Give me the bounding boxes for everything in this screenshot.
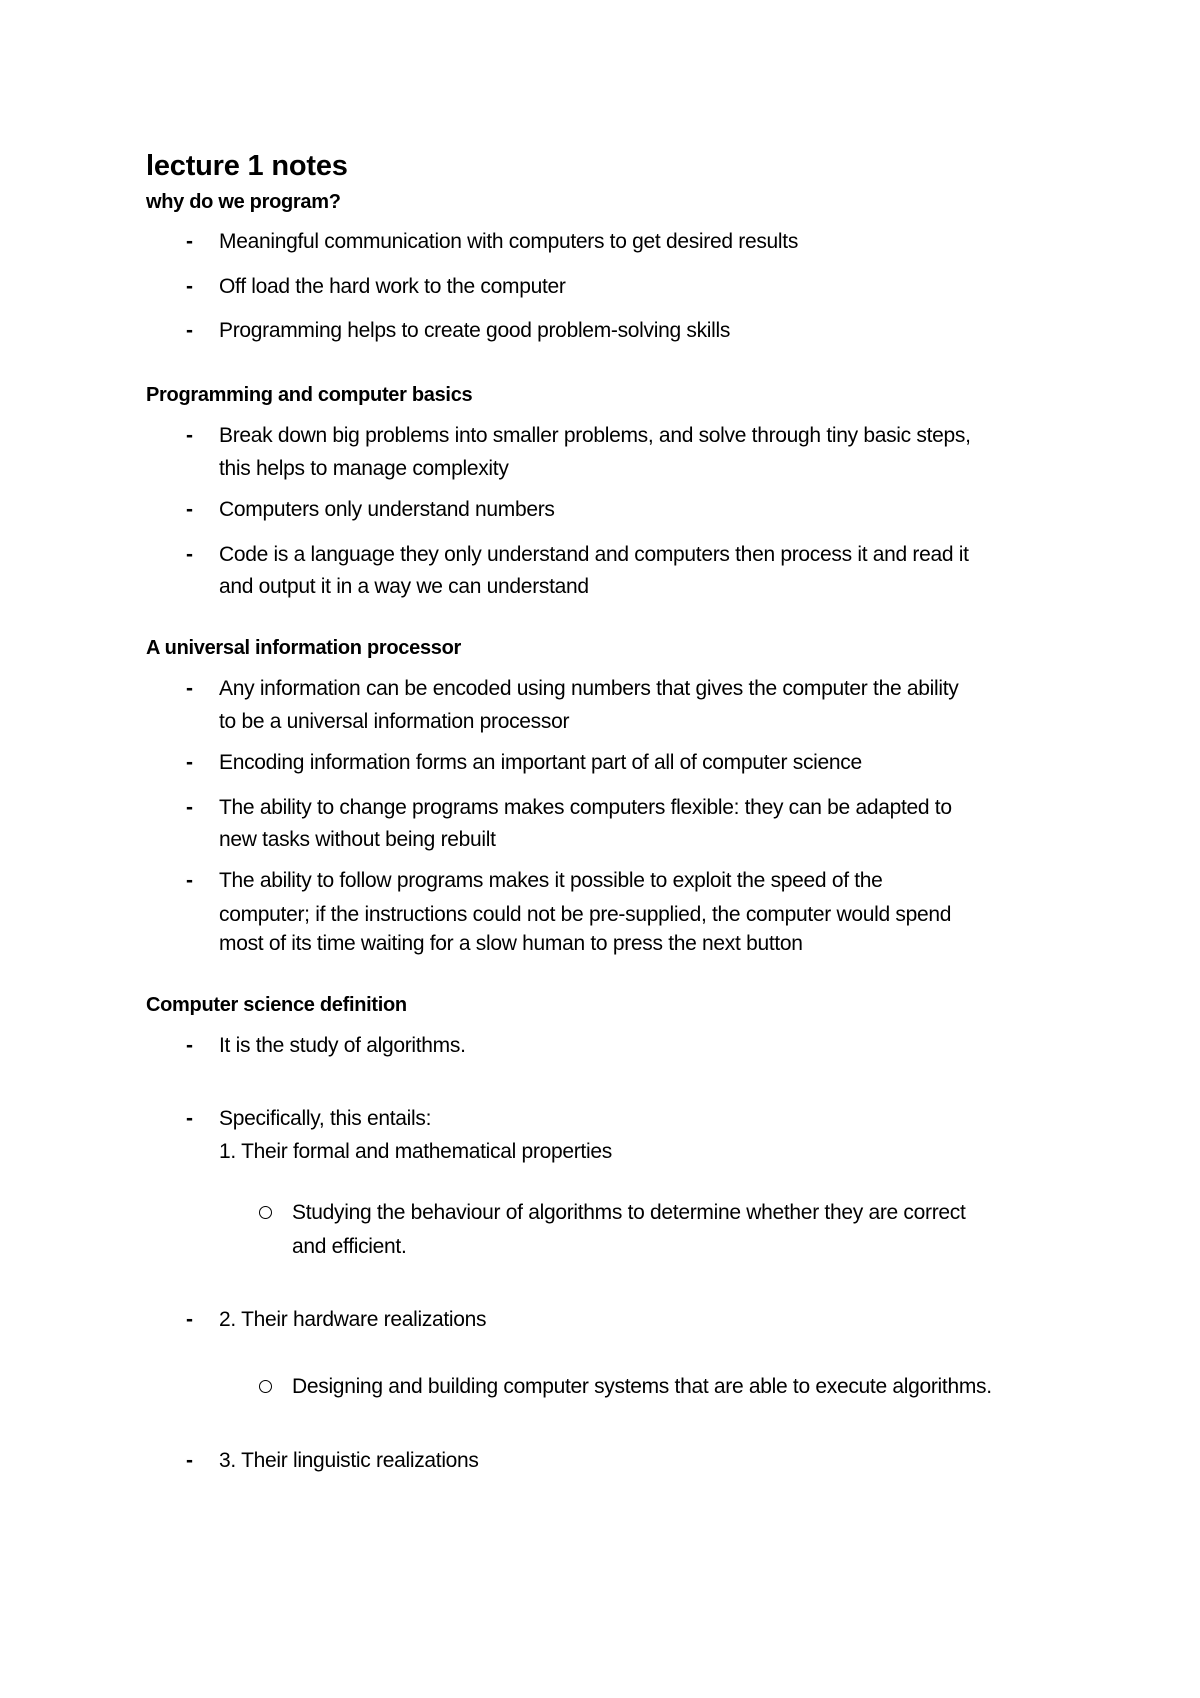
section-heading: A universal information processor <box>146 637 461 659</box>
list-item-text: 1. Their formal and mathematical properties <box>219 1140 612 1163</box>
bullet-dash: - <box>186 498 193 521</box>
bullet-dash: - <box>186 230 193 253</box>
list-item-text: and output it in a way we can understand <box>219 575 589 598</box>
hollow-circle-bullet-icon <box>259 1206 272 1219</box>
list-item-text: Off load the hard work to the computer <box>219 275 566 298</box>
list-item-text: Encoding information forms an important part of all of computer science <box>219 751 862 774</box>
list-item-text: this helps to manage complexity <box>219 457 509 480</box>
list-item-text: to be a universal information processor <box>219 710 570 733</box>
list-item-text: computer; if the instructions could not be pre-supplied, the computer would spend <box>219 903 952 926</box>
hollow-circle-bullet-icon <box>259 1380 272 1393</box>
list-item-text: The ability to change programs makes computers flexible: they can be adapted to <box>219 796 952 819</box>
bullet-dash: - <box>186 1308 193 1331</box>
bullet-dash: - <box>186 424 193 447</box>
list-item-text: Computers only understand numbers <box>219 498 555 521</box>
list-item-text: Break down big problems into smaller problems, and solve through tiny basic steps, <box>219 424 971 447</box>
bullet-dash: - <box>186 543 193 566</box>
list-item-text: The ability to follow programs makes it possible to exploit the speed of the <box>219 869 883 892</box>
list-item-text: new tasks without being rebuilt <box>219 828 496 851</box>
section-heading: Computer science definition <box>146 994 407 1016</box>
page-title: lecture 1 notes <box>146 150 348 182</box>
bullet-dash: - <box>186 796 193 819</box>
bullet-dash: - <box>186 751 193 774</box>
list-item-text: Programming helps to create good problem-solving skills <box>219 319 731 342</box>
list-item-text: Any information can be encoded using numbers that gives the computer the ability <box>219 677 959 700</box>
list-item-text: Meaningful communication with computers to get desired results <box>219 230 799 253</box>
bullet-dash: - <box>186 319 193 342</box>
bullet-dash: - <box>186 1107 193 1130</box>
bullet-dash: - <box>186 1034 193 1057</box>
bullet-dash: - <box>186 869 193 892</box>
sub-item-text: and efficient. <box>292 1235 407 1258</box>
bullet-dash: - <box>186 275 193 298</box>
bullet-dash: - <box>186 677 193 700</box>
list-item-text: Specifically, this entails: <box>219 1107 432 1130</box>
bullet-dash: - <box>186 1449 193 1472</box>
list-item-text: 3. Their linguistic realizations <box>219 1449 479 1472</box>
sub-item-text: Designing and building computer systems that are able to execute algorithms. <box>292 1375 992 1398</box>
list-item-text: It is the study of algorithms. <box>219 1034 466 1057</box>
list-item-text: most of its time waiting for a slow human to press the next button <box>219 932 803 955</box>
section-heading: why do we program? <box>146 191 341 213</box>
list-item-text: 2. Their hardware realizations <box>219 1308 487 1331</box>
list-item-text: Code is a language they only understand and computers then process it and read it <box>219 543 969 566</box>
sub-item-text: Studying the behaviour of algorithms to determine whether they are correct <box>292 1201 966 1224</box>
section-heading: Programming and computer basics <box>146 384 473 406</box>
